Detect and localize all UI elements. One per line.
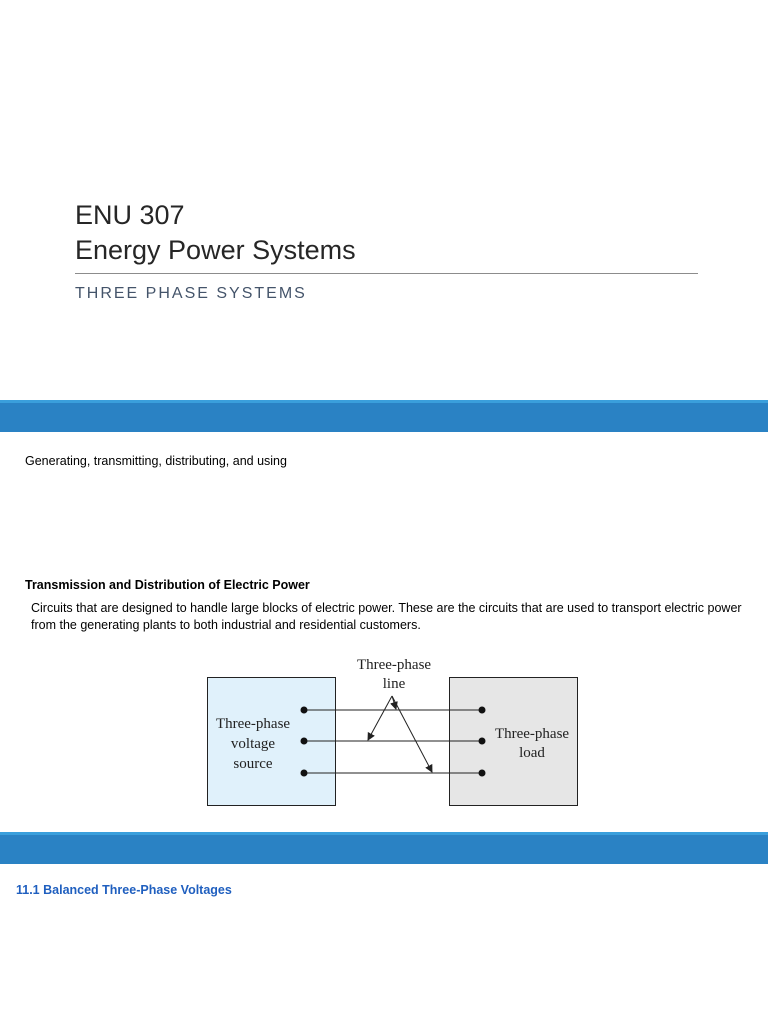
section-link[interactable]: 11.1 Balanced Three-Phase Voltages — [16, 883, 232, 897]
intro-text: Generating, transmitting, distributing, and using — [25, 454, 287, 468]
pointer-arrow — [392, 696, 432, 772]
pointer-arrow — [368, 696, 392, 740]
source-label: voltage — [230, 736, 276, 752]
three-phase-diagram — [200, 650, 590, 815]
title-divider — [75, 273, 698, 274]
line-label: line — [382, 676, 406, 692]
section-heading: Transmission and Distribution of Electric Power — [25, 578, 310, 592]
terminal-dot — [301, 707, 308, 714]
terminal-dot — [479, 770, 486, 777]
blue-band-top — [0, 400, 768, 432]
terminal-dot — [301, 770, 308, 777]
load-label: load — [519, 745, 545, 761]
section-paragraph: Circuits that are designed to handle large blocks of electric power. These are the circuits that are used to transport electric power from the generating plants to both industrial and residential customers. — [31, 601, 742, 632]
blue-band-bottom — [0, 832, 768, 864]
course-code-title: ENU 307 — [75, 200, 185, 230]
terminal-dot — [479, 738, 486, 745]
source-label: Three-phase — [215, 716, 291, 732]
terminal-dot — [479, 707, 486, 714]
terminal-dot — [301, 738, 308, 745]
line-label: Three-phase — [356, 657, 432, 673]
course-title: Energy Power Systems — [75, 235, 356, 265]
source-label: source — [233, 756, 273, 772]
load-label: Three-phase — [494, 726, 570, 742]
slide-subtitle: THREE PHASE SYSTEMS — [75, 285, 307, 302]
